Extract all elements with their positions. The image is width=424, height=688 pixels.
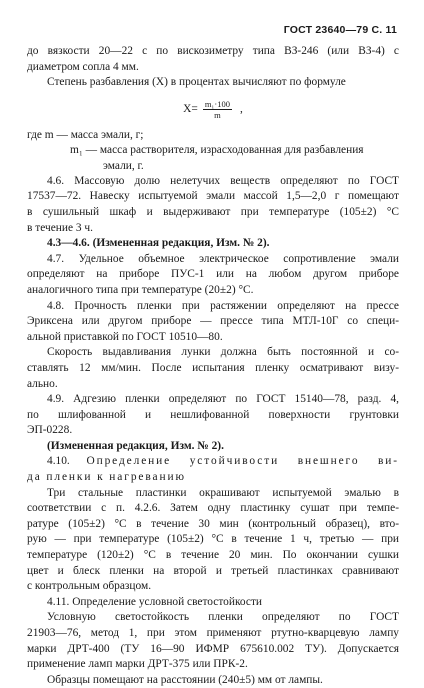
text-line: ЭП-0228. (27, 424, 73, 437)
text-line: по шлифованной и нешлифованной поверхности грунтовки (27, 408, 399, 421)
text-line: Скорость выдавливания лунки должна быть постоянной и со- (47, 346, 399, 359)
formula-fraction (203, 99, 232, 120)
text-line: рую — при температуре (105±2) °С в течение 1 ч, третью — при (27, 533, 399, 546)
text-line: определяют на приборе ПУС-1 или на любом другом приборе (27, 268, 399, 281)
variable-definitions (27, 128, 399, 174)
text-line: марки ДРТ-400 (ТУ 16—90 ИФМР 675610.002 ТУ). Допускается (27, 642, 399, 655)
text-line: 4.6. Массовую долю нелетучих веществ определяют по ГОСТ (47, 174, 399, 187)
text-line: диаметром сопла 4 мм. (27, 60, 139, 73)
text-line: в течение 3 ч. (27, 221, 93, 234)
text-line: с контрольным образцом. (27, 580, 152, 593)
text-line: 4.8. Прочность пленки при растяжении определяют на прессе (47, 299, 399, 312)
text-line: альной приставкой по ГОСТ 10510—80. (27, 330, 223, 343)
text-line: ставлять 12 мм/мин. После испытания пленку осматривают визу- (27, 361, 399, 374)
text-line: Образцы помещают на расстоянии (240±5) мм от лампы. (47, 673, 323, 686)
text-line: применение ламп марки ДРТ-375 или ПРК-2. (27, 658, 248, 671)
section-heading-cont: да пленки к нагреванию (27, 471, 186, 484)
definition-line: где m — масса эмали, г; (27, 128, 144, 141)
text-line: Условную светостойкость пленки определяют по ГОСТ (47, 611, 399, 624)
edition-note: (Измененная редакция, Изм. № 2). (47, 439, 224, 452)
text-line: аналогичного типа при температуре (20±2) °С. (27, 283, 254, 296)
text-line: 17537—72. Навеску испытуемой эмали массой 1,5—2,0 г помещают (27, 190, 399, 203)
text-line: 4.7. Удельное объемное электрическое сопротивление эмали (47, 252, 399, 265)
text-line: 21903—76, метод 1, при этом применяют ртутно-кварцевую лампу (27, 627, 399, 639)
formula-denominator: m (214, 110, 221, 121)
formula-lhs: X= (183, 102, 198, 115)
section-heading: 4.11. Определение условной светостойкости (47, 595, 263, 608)
document-body (27, 44, 399, 688)
section-heading (27, 454, 399, 470)
definition-line: m₁ — масса растворителя, израсходованная для разбавления (70, 144, 364, 157)
text-line: до вязкости 20—22 с по вискозиметру типа ВЗ-246 (или ВЗ-4) с (27, 45, 399, 57)
formula-numerator: m₁·100 (204, 99, 230, 110)
section-number: 4.10. (47, 455, 70, 468)
definition-line: эмали, г. (103, 159, 144, 172)
text-line: в сушильный шкаф и выдерживают при температуре (105±2) °С (27, 205, 399, 218)
text-line: Эриксена или другом приборе — прессе типа МТЛ-10Г со специ- (27, 315, 399, 328)
page-header: ГОСТ 23640—79 С. 11 (283, 24, 397, 36)
text-line: 4.9. Адгезию пленки определяют по ГОСТ 15140—78, разд. 4, (47, 393, 399, 406)
dilution-formula (27, 93, 399, 127)
formula-tail: , (239, 102, 243, 115)
text-line: ально. (27, 377, 58, 390)
text-line: Степень разбавления (X) в процентах вычисляют по формуле (47, 76, 346, 89)
section-title: Определение устойчивости внешнего ви- (86, 455, 399, 468)
text-line: соответствии с п. 4.2.6. Затем одну пластинку сушат при темпе- (27, 502, 399, 515)
text-line: температуре (120±2) °С в течение 20 мин. По окончании сушки (27, 549, 399, 562)
text-line: ратуре (105±2) °С в течение 30 мин (контрольный образец), вто- (27, 517, 399, 530)
text-line: цвет и блеск пленки на второй и третьей пластинках сравнивают (27, 564, 399, 577)
text-line: Три стальные пластинки окрашивают испытуемой эмалью в (47, 486, 399, 499)
edition-note: 4.3—4.6. (Измененная редакция, Изм. № 2). (47, 237, 270, 250)
